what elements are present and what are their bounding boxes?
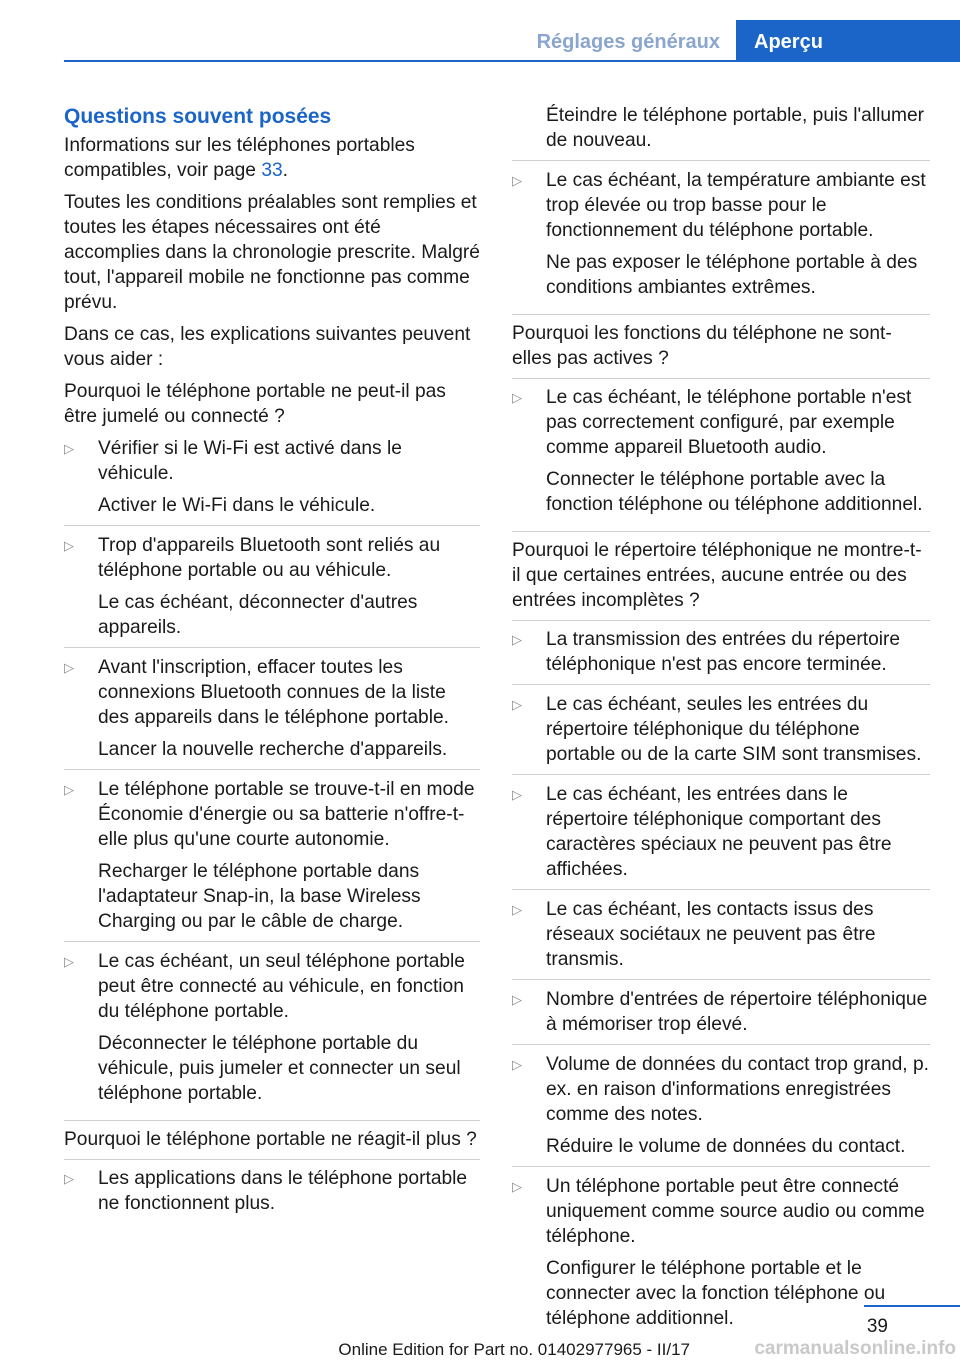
triangle-bullet-icon: ▷ — [512, 632, 522, 647]
triangle-bullet-icon: ▷ — [64, 954, 74, 969]
list-item: ▷ Le cas échéant, seules les entrées du répertoire téléphonique du téléphone portable ou de la carte SIM sont transmises. — [512, 692, 930, 775]
edition-note: Online Edition for Part no. 01402977965 - II/17 — [338, 1340, 690, 1359]
right-column — [512, 103, 930, 1345]
list-item: ▷ Le cas échéant, les entrées dans le répertoire téléphonique comportant des caractères spéciaux ne peuvent pas être affichées. — [512, 782, 930, 890]
paragraph: Toutes les conditions préalables sont remplies et toutes les étapes nécessaires ont été accomplies dans la chronologie prescrite. Malgré tout, l'appareil mobile ne fonctionne pas comme prévu. — [64, 192, 480, 313]
triangle-bullet-icon: ▷ — [512, 1057, 522, 1072]
list-item: ▷ Le cas échéant, un seul téléphone portable peut être connecté au véhicule, en fonction du téléphone portable. Déconnecter le téléphone portable du véhicule, puis jumeler et connecter un seul téléphone portable. — [64, 951, 465, 1104]
list-item: ▷ Le cas échéant, la température ambiante est trop élevée ou trop basse pour le fonctionnement du téléphone portable. Ne pas exposer le téléphone portable à des conditions ambiantes extrêmes. — [512, 170, 926, 298]
intro-paragraph: Informations sur les téléphones portables compatibles, voir page 33. — [64, 135, 415, 181]
list-item: ▷ Trop d'appareils Bluetooth sont reliés au téléphone portable ou au véhicule. Le cas échéant, déconnecter d'autres appareils. — [64, 533, 480, 648]
list-item: ▷ Le cas échéant, les contacts issus des réseaux sociétaux ne peuvent pas être transmis. — [512, 897, 930, 980]
list-item-continued: Éteindre le téléphone portable, puis l'allumer de nouveau. — [512, 103, 930, 161]
question: Pourquoi le répertoire téléphonique ne montre-t-il que certaines entrées, aucune entrée ou des entrées incomplètes ? — [512, 531, 930, 613]
list-item: ▷ Vérifier si le Wi-Fi est activé dans le véhicule. Activer le Wi-Fi dans le véhicule. — [64, 436, 480, 526]
paragraph: Dans ce cas, les explications suivantes peuvent vous aider : — [64, 324, 471, 370]
triangle-bullet-icon: ▷ — [64, 1171, 74, 1186]
question: Pourquoi le téléphone portable ne réagit-il plus ? — [64, 1120, 480, 1152]
page-number: 39 — [866, 1316, 888, 1337]
triangle-bullet-icon: ▷ — [512, 992, 522, 1007]
header-section-title: Réglages généraux — [536, 31, 720, 53]
header-active-tab: Aperçu — [736, 20, 960, 62]
bullet-list — [512, 378, 930, 524]
header-rule — [64, 60, 960, 62]
triangle-bullet-icon: ▷ — [64, 660, 74, 675]
question: Pourquoi les fonctions du téléphone ne sont-elles pas actives ? — [512, 314, 930, 371]
list-item: ▷ Avant l'inscription, effacer toutes les connexions Bluetooth connues de la liste des appareils dans le téléphone portable. Lancer la nouvelle recherche d'appareils. — [64, 655, 480, 770]
list-item: ▷ Nombre d'entrées de répertoire téléphonique à mémoriser trop élevé. — [512, 987, 930, 1045]
list-item: ▷ Un téléphone portable peut être connecté uniquement comme source audio ou comme téléphone. Configurer le téléphone portable et le connecter avec la fonction téléphone ou téléphone additionnel. — [512, 1176, 925, 1329]
question: Pourquoi le téléphone portable ne peut-il pas être jumelé ou connecté ? — [64, 381, 446, 427]
bullet-list — [64, 1159, 480, 1223]
bullet-list — [512, 620, 930, 1338]
triangle-bullet-icon: ▷ — [512, 173, 522, 188]
triangle-bullet-icon: ▷ — [64, 441, 74, 456]
triangle-bullet-icon: ▷ — [512, 390, 522, 405]
page-reference-link[interactable]: 33 — [261, 160, 283, 181]
triangle-bullet-icon: ▷ — [512, 1179, 522, 1194]
triangle-bullet-icon: ▷ — [64, 782, 74, 797]
left-column — [64, 103, 480, 1230]
list-item: ▷ La transmission des entrées du répertoire téléphonique n'est pas encore terminée. — [512, 627, 930, 685]
bullet-list — [64, 436, 480, 1113]
watermark: carmanualsonline.info — [754, 1338, 956, 1359]
triangle-bullet-icon: ▷ — [512, 697, 522, 712]
section-heading: Questions souvent posées — [64, 105, 332, 128]
list-item: ▷ Les applications dans le téléphone portable ne fonctionnent plus. — [64, 1168, 468, 1214]
footer-rule — [864, 1305, 960, 1307]
triangle-bullet-icon: ▷ — [512, 902, 522, 917]
list-item: ▷ Le téléphone portable se trouve-t-il en mode Économie d'énergie ou sa batterie n'offre-t-elle plus qu'une courte autonomie. Recharger le téléphone portable dans l'adaptateur Snap-in, la base Wireless Charging ou par le câble de charge. — [64, 777, 480, 942]
list-item: ▷ Le cas échéant, le téléphone portable n'est pas correctement configuré, par exemple comme appareil Bluetooth audio. Connecter le téléphone portable avec la fonction téléphone ou téléphone additionnel. — [512, 387, 923, 515]
triangle-bullet-icon: ▷ — [512, 787, 522, 802]
list-item: ▷ Volume de données du contact trop grand, p. ex. en raison d'informations enregistrées comme des notes. Réduire le volume de données du contact. — [512, 1052, 930, 1167]
triangle-bullet-icon: ▷ — [64, 538, 74, 553]
